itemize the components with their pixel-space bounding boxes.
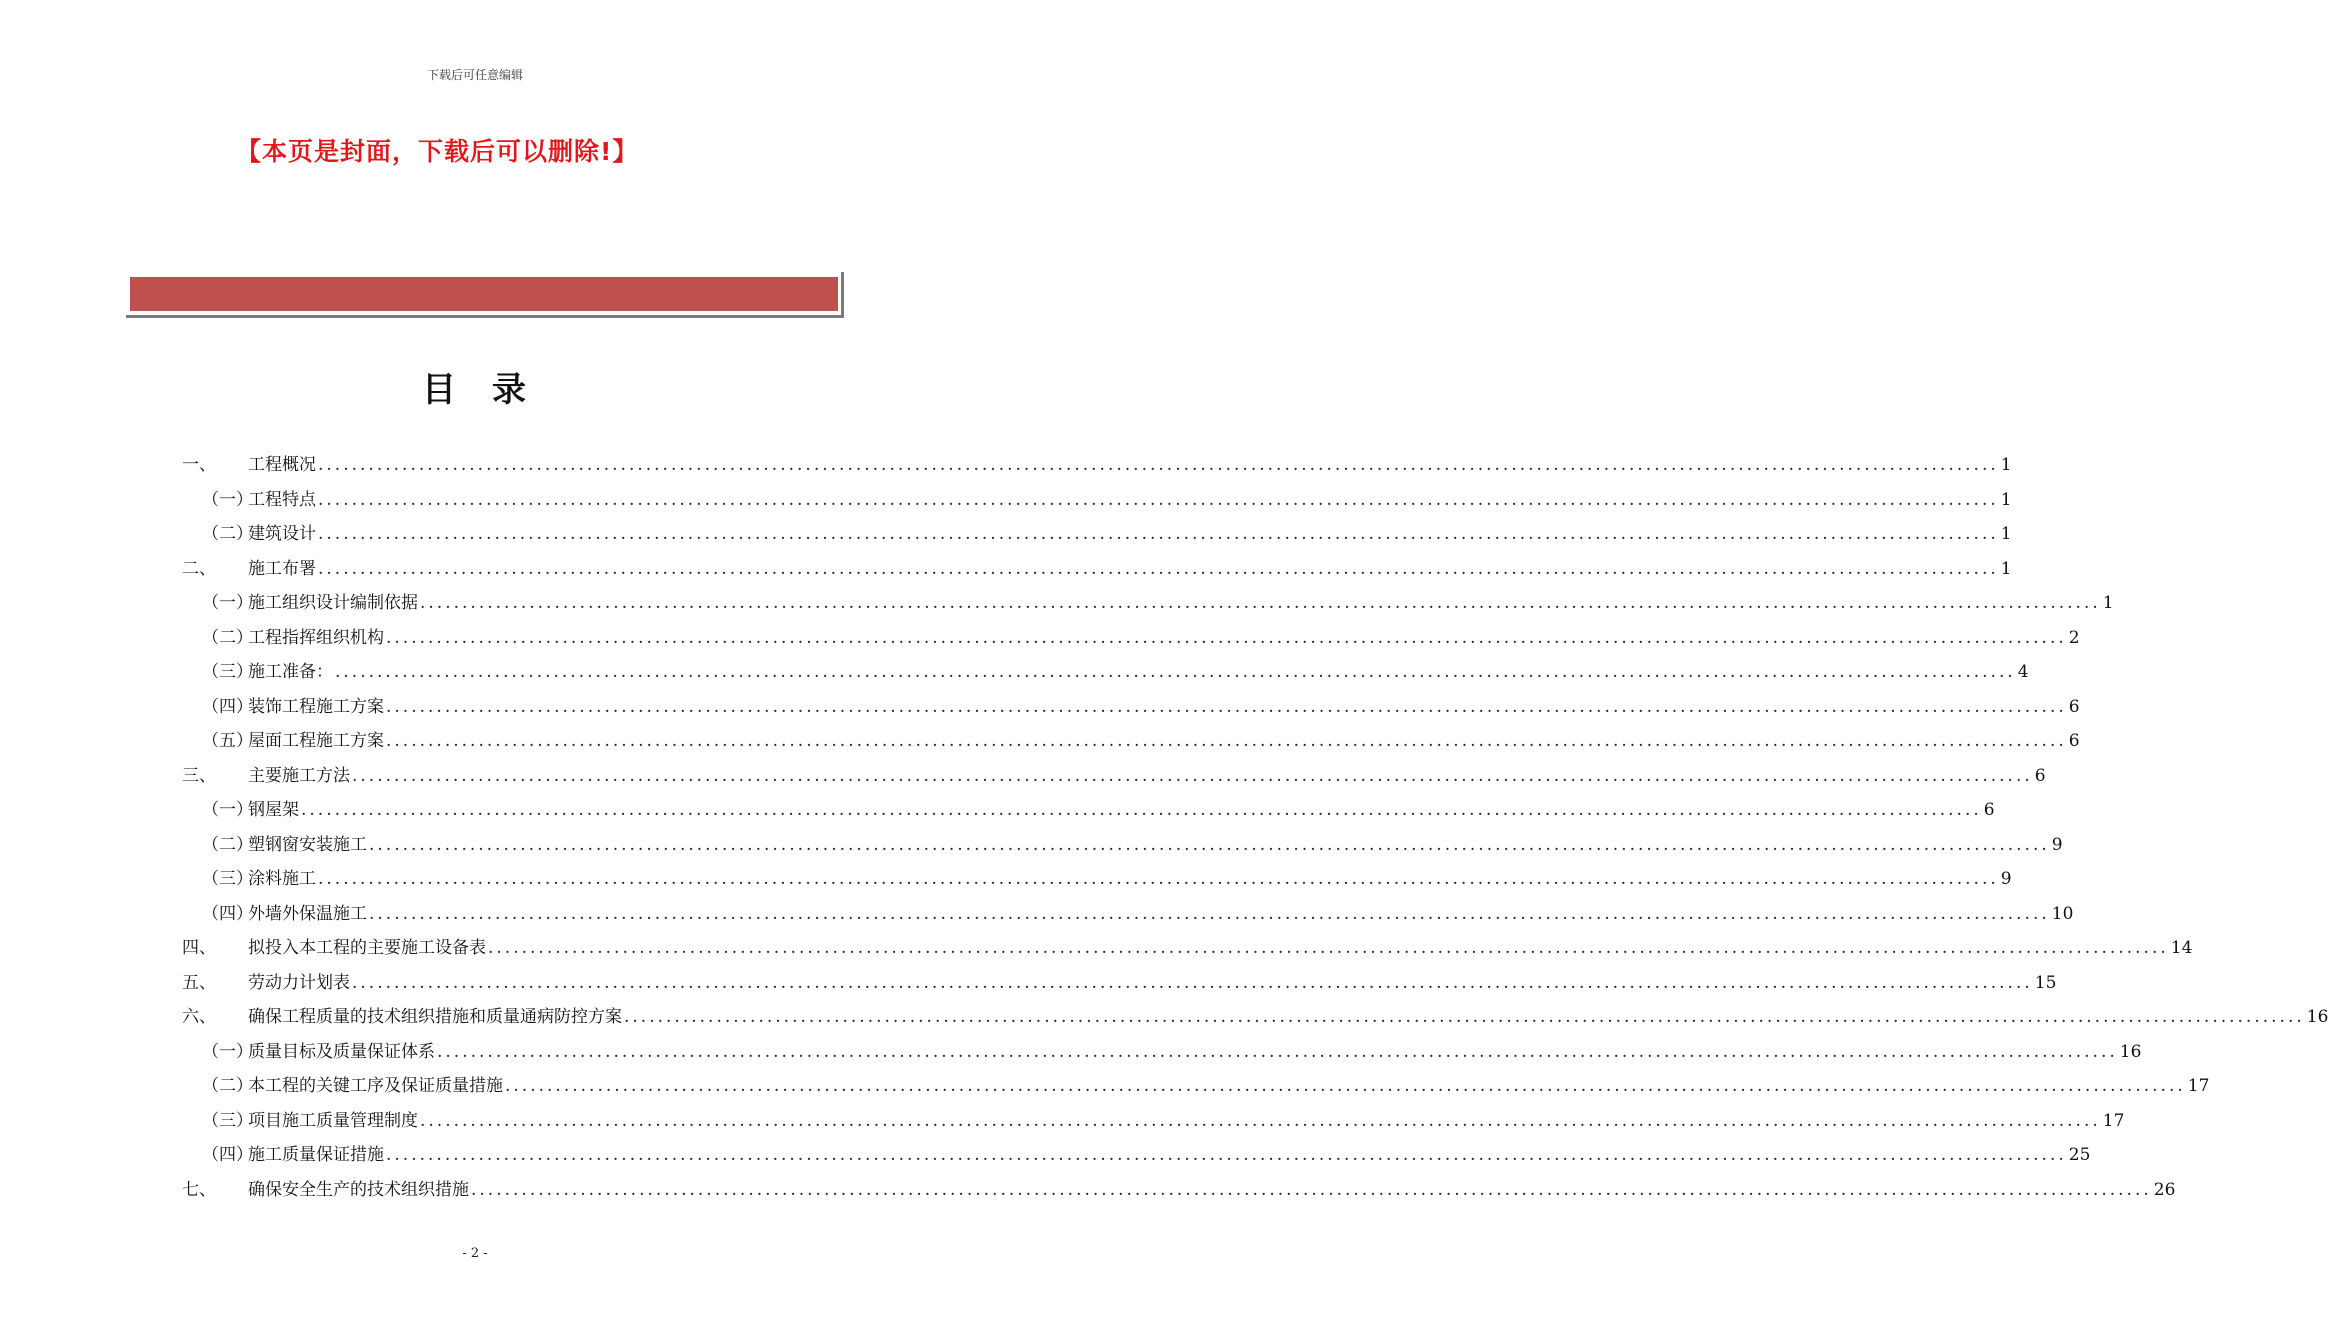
toc-entry-title: 劳动力计划表: [248, 972, 350, 993]
decorative-banner: [126, 272, 844, 318]
toc-dot-leader: ........................................................................................................................................................................................................: [386, 627, 2067, 648]
toc-entry-title: 质量目标及质量保证体系: [248, 1041, 435, 1062]
toc-entry-page: 16: [2119, 1041, 2142, 1062]
toc-dot-leader: ........................................................................................................................................................................................................: [352, 972, 2033, 993]
toc-entry-title: 工程指挥组织机构: [248, 627, 384, 648]
toc-entry-number: （四）: [202, 696, 253, 717]
toc-entry-number: （二）: [202, 524, 253, 544]
toc-dot-leader: ........................................................................................................................................................................................................: [471, 1179, 2152, 1200]
toc-entry-title: 本工程的关键工序及保证质量措施: [248, 1076, 503, 1096]
toc-entry-number: （一）: [202, 593, 253, 613]
toc-entry[interactable]: [182, 621, 2080, 656]
toc-dot-leader: ........................................................................................................................................................................................................: [624, 1007, 2305, 1027]
toc-entry[interactable]: [182, 655, 2029, 690]
toc-entry-page: 6: [1983, 800, 1995, 820]
toc-entry[interactable]: [182, 1035, 2142, 1070]
toc-entry-number: （二）: [202, 1076, 253, 1096]
toc-entry-number: （二）: [202, 627, 253, 648]
table-of-contents: [182, 448, 2328, 1207]
toc-entry[interactable]: [182, 966, 2057, 1001]
toc-dot-leader: ........................................................................................................................................................................................................: [505, 1076, 2186, 1096]
toc-entry-title: 确保安全生产的技术组织措施: [248, 1179, 469, 1200]
toc-entry-page: 6: [2068, 696, 2080, 717]
toc-entry-title: 项目施工质量管理制度: [248, 1110, 418, 1131]
toc-entry-page: 9: [2000, 869, 2012, 889]
toc-entry-number: 五、: [182, 972, 216, 993]
toc-dot-leader: ........................................................................................................................................................................................................: [386, 731, 2067, 751]
toc-entry[interactable]: [182, 897, 2074, 932]
toc-dot-leader: ........................................................................................................................................................................................................: [318, 869, 1999, 889]
toc-entry[interactable]: [182, 1069, 2210, 1104]
toc-entry-number: （四）: [202, 1145, 253, 1165]
toc-entry-number: （五）: [202, 731, 253, 751]
toc-entry-number: 二、: [182, 558, 216, 579]
toc-entry-number: 三、: [182, 765, 216, 786]
page-number: - 2 -: [462, 1246, 488, 1261]
toc-dot-leader: ........................................................................................................................................................................................................: [437, 1041, 2118, 1062]
toc-entry-page: 16: [2306, 1007, 2328, 1027]
toc-entry-title: 确保工程质量的技术组织措施和质量通病防控方案: [248, 1007, 622, 1027]
toc-entry-page: 26: [2153, 1179, 2176, 1200]
toc-dot-leader: ........................................................................................................................................................................................................: [335, 662, 2016, 682]
toc-entry[interactable]: [182, 1173, 2176, 1208]
toc-dot-leader: ........................................................................................................................................................................................................: [318, 455, 1999, 475]
header-note: 下载后可任意编辑: [426, 68, 523, 82]
toc-entry-page: 6: [2034, 765, 2046, 786]
toc-entry-title: 建筑设计: [248, 524, 316, 544]
toc-entry-title: 塑钢窗安装施工: [248, 834, 367, 855]
toc-entry-page: 2: [2068, 627, 2080, 648]
toc-entry[interactable]: [182, 586, 2114, 621]
toc-entry-title: 钢屋架: [248, 800, 299, 820]
toc-entry[interactable]: [182, 1000, 2328, 1035]
toc-entry[interactable]: [182, 793, 1995, 828]
toc-dot-leader: ........................................................................................................................................................................................................: [352, 765, 2033, 786]
toc-entry[interactable]: [182, 931, 2193, 966]
toc-entry-page: 10: [2051, 903, 2074, 924]
toc-entry-page: 25: [2068, 1145, 2091, 1165]
toc-entry-number: （一）: [202, 800, 253, 820]
toc-entry-number: （四）: [202, 903, 253, 924]
toc-dot-leader: ........................................................................................................................................................................................................: [369, 903, 2050, 924]
toc-entry[interactable]: [182, 690, 2080, 725]
toc-entry-number: 七、: [182, 1179, 216, 1200]
toc-entry-title: 装饰工程施工方案: [248, 696, 384, 717]
toc-entry-number: （三）: [202, 869, 253, 889]
toc-dot-leader: ........................................................................................................................................................................................................: [318, 558, 1999, 579]
toc-entry-title: 施工布署: [248, 558, 316, 579]
toc-entry[interactable]: [182, 448, 2012, 483]
toc-dot-leader: ........................................................................................................................................................................................................: [369, 834, 2050, 855]
toc-entry[interactable]: [182, 483, 2012, 518]
toc-entry[interactable]: [182, 552, 2012, 587]
toc-entry-page: 1: [2000, 489, 2012, 510]
toc-entry-number: （二）: [202, 834, 253, 855]
toc-entry-page: 1: [2102, 593, 2114, 613]
toc-entry-title: 施工准备：: [248, 662, 333, 682]
toc-entry[interactable]: [182, 1104, 2125, 1139]
toc-entry[interactable]: [182, 759, 2046, 794]
toc-entry-number: （一）: [202, 1041, 253, 1062]
toc-dot-leader: ........................................................................................................................................................................................................: [488, 938, 2169, 958]
toc-dot-leader: ........................................................................................................................................................................................................: [386, 696, 2067, 717]
toc-entry[interactable]: [182, 517, 2012, 552]
toc-entry-page: 9: [2051, 834, 2063, 855]
toc-entry-page: 1: [2000, 558, 2012, 579]
toc-entry-title: 屋面工程施工方案: [248, 731, 384, 751]
toc-entry-number: （三）: [202, 662, 253, 682]
toc-dot-leader: ........................................................................................................................................................................................................: [301, 800, 1982, 820]
toc-title: 目录: [422, 370, 562, 410]
toc-entry-page: 15: [2034, 972, 2057, 993]
toc-entry-number: 四、: [182, 938, 216, 958]
toc-entry[interactable]: [182, 724, 2080, 759]
toc-entry-page: 4: [2017, 662, 2029, 682]
banner-fill: [130, 277, 838, 311]
toc-dot-leader: ........................................................................................................................................................................................................: [318, 489, 1999, 510]
toc-entry[interactable]: [182, 1138, 2091, 1173]
toc-entry[interactable]: [182, 828, 2063, 863]
toc-entry-number: 六、: [182, 1007, 216, 1027]
toc-entry-title: 施工组织设计编制依据: [248, 593, 418, 613]
toc-entry-title: 工程特点: [248, 489, 316, 510]
toc-entry-page: 14: [2170, 938, 2193, 958]
toc-entry-page: 6: [2068, 731, 2080, 751]
toc-entry-title: 工程概况: [248, 455, 316, 475]
toc-entry-page: 17: [2102, 1110, 2125, 1131]
toc-entry-page: 17: [2187, 1076, 2210, 1096]
toc-entry-number: 一、: [182, 455, 216, 475]
toc-dot-leader: ........................................................................................................................................................................................................: [386, 1145, 2067, 1165]
toc-entry-title: 施工质量保证措施: [248, 1145, 384, 1165]
toc-dot-leader: ........................................................................................................................................................................................................: [420, 1110, 2101, 1131]
toc-entry-title: 拟投入本工程的主要施工设备表: [248, 938, 486, 958]
toc-entry-title: 涂料施工: [248, 869, 316, 889]
toc-entry-page: 1: [2000, 524, 2012, 544]
toc-entry-title: 主要施工方法: [248, 765, 350, 786]
toc-entry-number: （一）: [202, 489, 253, 510]
toc-entry-title: 外墙外保温施工: [248, 903, 367, 924]
cover-delete-notice: 【本页是封面，下载后可以删除!】: [236, 137, 639, 166]
toc-entry-number: （三）: [202, 1110, 253, 1131]
toc-dot-leader: ........................................................................................................................................................................................................: [420, 593, 2101, 613]
toc-dot-leader: ........................................................................................................................................................................................................: [318, 524, 1999, 544]
toc-entry-page: 1: [2000, 455, 2012, 475]
toc-entry[interactable]: [182, 862, 2012, 897]
